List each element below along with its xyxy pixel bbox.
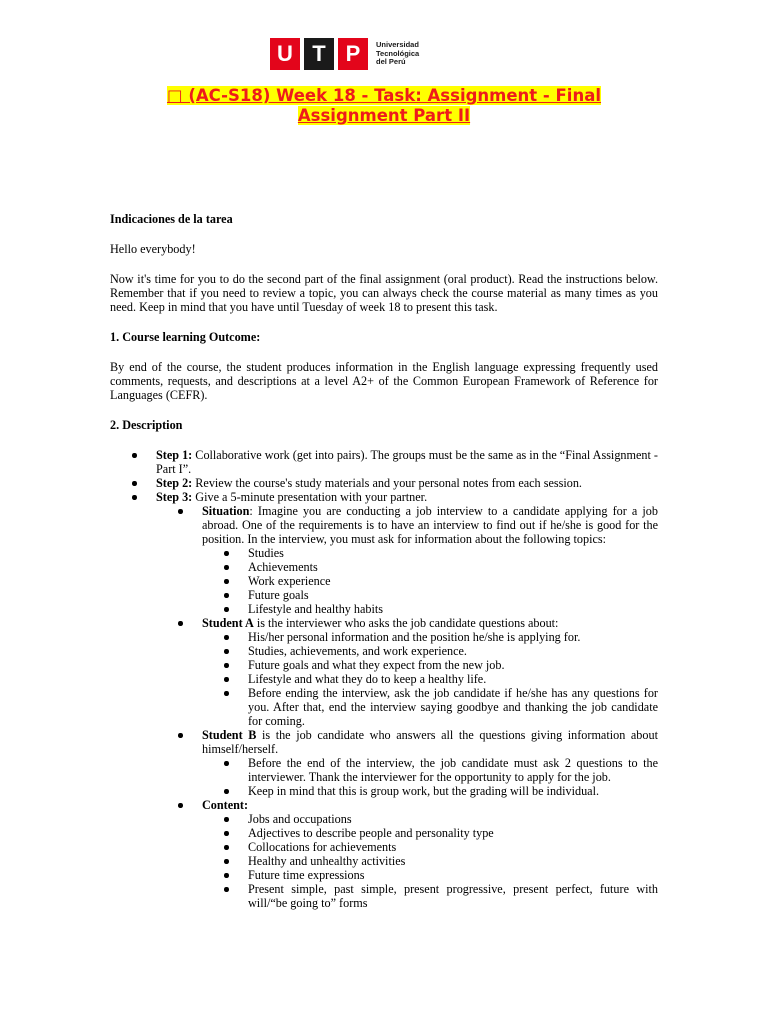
step3-sublist — [202, 504, 658, 910]
list-item: Situation: Imagine you are conducting a job interview to a candidate applying for a job abroad. One of the requirements is to have an interview to find out if he/she is good for the position. In the interview, you must ask for information about the following topics: Studies Achievements Work experience Future goals Lifestyle and healthy habits — [202, 504, 658, 616]
logo-letter-u: U — [270, 38, 300, 70]
list-item: Student B is the job candidate who answers all the questions giving information about himself/herself. Before the end of the interview, the job candidate must ask 2 questions to the interviewer. Thank the interviewer for the opportunity to apply for the job. Keep in mind that this is group work, but the grading will be individual. — [202, 728, 658, 798]
page-title — [110, 86, 658, 126]
list-item: Jobs and occupations — [248, 812, 658, 826]
list-item: Before ending the interview, ask the job candidate if he/she has any questions for you. After that, end the interview saying goodbye and thanking the job candidate for coming. — [248, 686, 658, 728]
list-item: Lifestyle and what they do to keep a healthy life. — [248, 672, 658, 686]
logo-university-name: Universidad Tecnológica del Perú — [376, 40, 420, 67]
list-item: Step 1: Collaborative work (get into pairs). The groups must be the same as in the “Final Assignment - Part I”. — [156, 448, 658, 476]
logo-letter-p: P — [338, 38, 368, 70]
section1-text: By end of the course, the student produces information in the English language expressing frequently used comments, requests, and descriptions at a level A2+ of the Common European Framework of Reference for Languages (CEFR). — [110, 360, 658, 402]
greeting: Hello everybody! — [110, 242, 196, 256]
topics-list — [248, 546, 658, 616]
list-item: Studies — [248, 546, 658, 560]
list-item: Collocations for achievements — [248, 840, 658, 854]
list-item: Before the end of the interview, the job candidate must ask 2 questions to the interviewer. Thank the interviewer for the opportunity to apply for the job. — [248, 756, 658, 784]
list-item: Work experience — [248, 574, 658, 588]
intro-paragraph: Now it's time for you to do the second part of the final assignment (oral product). Read the instructions below. Remember that if you need to review a topic, you can always check the course material as many times as you need. Keep in mind that you have until Tuesday of week 18 to present this task. — [110, 272, 658, 314]
list-item: Adjectives to describe people and personality type — [248, 826, 658, 840]
list-item: Healthy and unhealthy activities — [248, 854, 658, 868]
utp-logo — [270, 38, 419, 70]
student-b-list — [248, 756, 658, 798]
list-item: Future time expressions — [248, 868, 658, 882]
list-item: Keep in mind that this is group work, but the grading will be individual. — [248, 784, 658, 798]
list-item: His/her personal information and the position he/she is applying for. — [248, 630, 658, 644]
student-a-list — [248, 630, 658, 728]
list-item: Achievements — [248, 560, 658, 574]
page-title-text: □ (AC-S18) Week 18 - Task: Assignment - Final Assignment Part II — [167, 86, 601, 125]
task-heading: Indicaciones de la tarea — [110, 212, 233, 226]
list-item: Content: Jobs and occupations Adjectives to describe people and personality type Collocations for achievements Healthy and unhealthy activities Future time expressions Present simple, past simple, present progressive, present perfect, future with will/“be going to” forms — [202, 798, 658, 910]
section2-heading: 2. Description — [110, 418, 183, 432]
list-item: Future goals — [248, 588, 658, 602]
section1-heading: 1. Course learning Outcome: — [110, 330, 261, 344]
list-item: Future goals and what they expect from the new job. — [248, 658, 658, 672]
content-list — [248, 812, 658, 910]
list-item: Studies, achievements, and work experience. — [248, 644, 658, 658]
list-item: Student A is the interviewer who asks the job candidate questions about: His/her personal information and the position he/she is applying for. Studies, achievements, and work experience. Future goals and what they expect from the new job. Lifestyle and what they do to keep a healthy life. Before ending the interview, ask the job candidate if he/she has any questions for you. After that, end the interview saying goodbye and thanking the job candidate for coming. — [202, 616, 658, 728]
list-item: Step 2: Review the course's study materials and your personal notes from each session. — [156, 476, 658, 490]
list-item: Lifestyle and healthy habits — [248, 602, 658, 616]
steps-list — [156, 448, 658, 910]
document-body — [110, 212, 658, 910]
list-item: Step 3: Give a 5-minute presentation with your partner. Situation: Imagine you are conducting a job interview to a candidate applying for a job abroad. One of the requirements is to have an interview to find out if he/she is good for the position. In the interview, you must ask for information about the following topics: Studies Achievements Work experience Future goals Lifestyle and healthy habits Student A is the interviewer who asks the job candidate questions about: His/her personal information and the position he/she is applying for. Studies, achievements, and work experience. Future goals and what they expect from the new job. Lifestyle and what they do to keep a healthy life. Before ending the interview, ask the job candidate if he/she has any questions for you. After that, end the interview saying goodbye and thanking the job candidate for coming. Student B is the job candidate who answers all the questions giving information about himself/herself. Before the end of the interview, the job candidate must ask 2 questions to the interviewer. Thank the interviewer for the opportunity to apply for the job. Keep in mind that this is group work, but the grading will be individual. Content: Jobs and occupations Adjectives to describe people and personality type Collocations for achievements Healthy and unhealthy activities Future time expressions Present simple, past simple, present progressive, present perfect, future with will/“be going to” forms — [156, 490, 658, 910]
list-item: Present simple, past simple, present progressive, present perfect, future with will/“be going to” forms — [248, 882, 658, 910]
logo-letter-t: T — [304, 38, 334, 70]
